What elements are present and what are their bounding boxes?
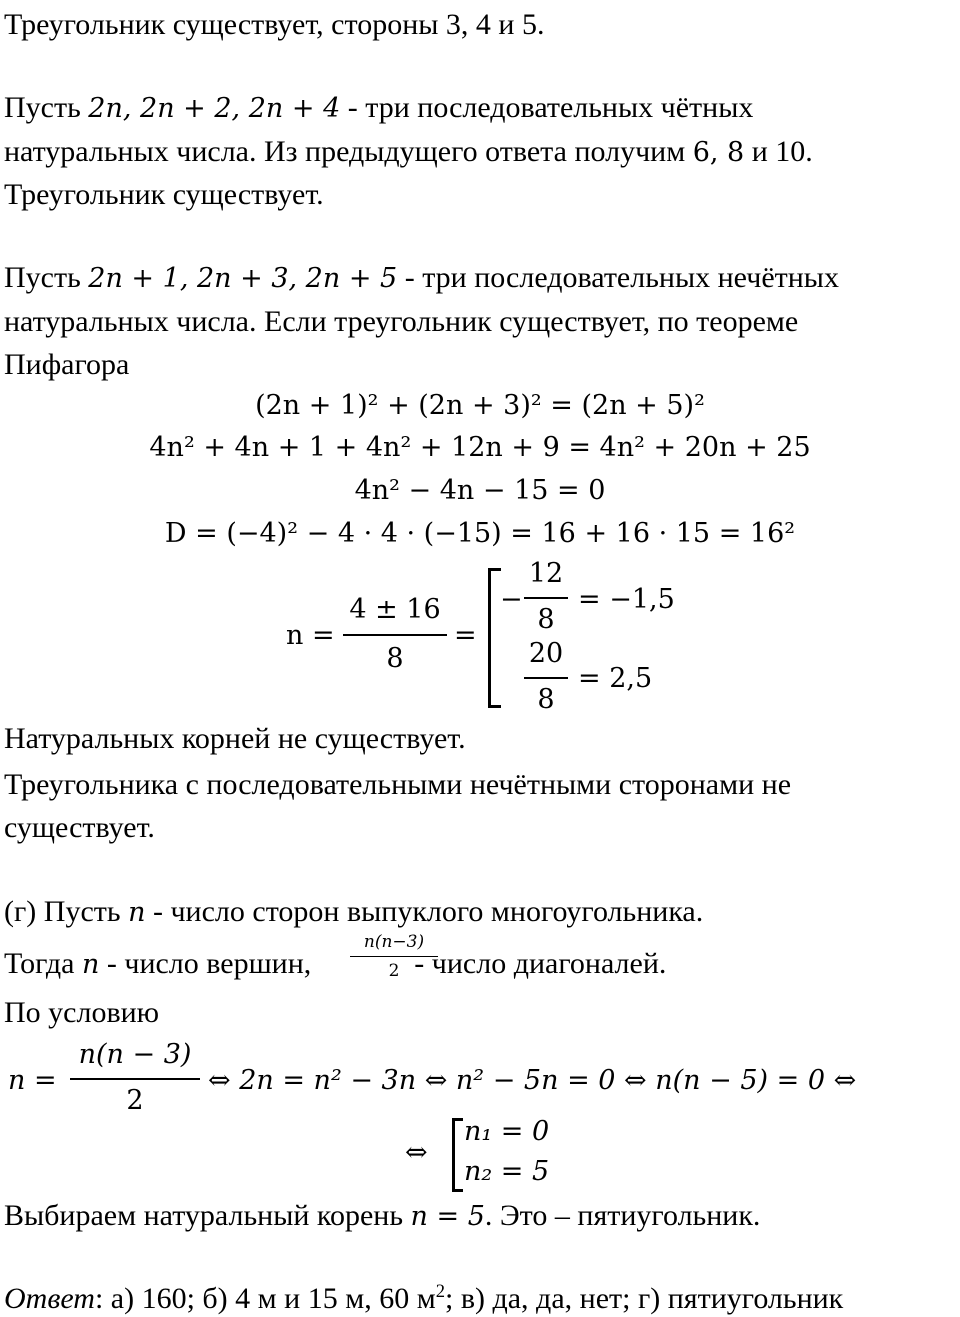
root-line: n₁ = 0 — [464, 1116, 550, 1147]
root-line: n₂ = 5 — [464, 1156, 550, 1187]
fraction-bar — [70, 1078, 200, 1080]
text-line: существует. — [4, 811, 155, 844]
equals-sign: = — [454, 620, 477, 651]
math-inline: 2n + 1, 2n + 3, 2n + 5 — [88, 263, 398, 294]
fraction-bar — [524, 677, 568, 679]
math-inline: 2n, 2n + 2, 2n + 4 — [88, 93, 341, 124]
equation-chain: ⇔ 2n = n² − 3n ⇔ n² − 5n = 0 ⇔ n(n − 5) = 0 ⇔ — [208, 1065, 857, 1096]
math-lhs: n = — [8, 1065, 57, 1096]
text-line: По условию — [4, 996, 160, 1029]
fraction-denominator: 2 — [126, 1085, 144, 1116]
fraction-numerator: n(n−3) — [363, 932, 425, 952]
text-line: Треугольник существует, стороны 3, 4 и 5. — [4, 8, 545, 41]
text-line: Тогда n - число вершин, - число диагоналей. — [4, 947, 667, 980]
fraction-numerator: 4 ± 16 — [349, 594, 441, 625]
equation-line: (2n + 1)² + (2n + 3)² = (2n + 5)² — [255, 390, 705, 421]
answer-line: Ответ: а) 160; б) 4 м и 15 м, 60 $м^2$; в) да, да, нет; г) пятиугольник — [4, 1281, 844, 1315]
equation-line: 4n² + 4n + 1 + 4n² + 12n + 9 = 4n² + 20n + 25 — [149, 432, 811, 463]
text-line: (г) Пусть n - число сторон выпуклого многоугольника. — [4, 895, 704, 928]
text-line: Пусть 2n + 1, 2n + 3, 2n + 5 - три последовательных нечётных — [4, 261, 839, 294]
text-line: Пифагора — [4, 348, 130, 381]
answer-label: Ответ — [4, 1282, 95, 1315]
equivalence-sign: ⇔ — [405, 1137, 428, 1168]
text-line: Пусть 2n, 2n + 2, 2n + 4 - три последовательных чётных — [4, 91, 754, 124]
root-value: = 2,5 — [578, 663, 653, 694]
fraction-denominator: 8 — [386, 643, 404, 674]
fraction-numerator: 12 — [528, 558, 564, 589]
math-inline: 6, 8 — [692, 137, 745, 168]
fraction-denominator: 2 — [388, 961, 400, 981]
fraction-numerator: n(n − 3) — [78, 1039, 192, 1070]
set-bracket — [452, 1118, 463, 1192]
math-lhs: n = — [286, 620, 335, 651]
fraction-denominator: 8 — [537, 684, 555, 715]
text-line: натуральных числа. Если треугольник существует, по теореме — [4, 305, 799, 338]
minus-sign: − — [500, 584, 523, 615]
fraction-bar — [343, 634, 447, 636]
fraction-denominator: 8 — [537, 604, 555, 635]
equation-line: D = (−4)² − 4 · 4 · (−15) = 16 + 16 · 15 = 16² — [164, 518, 796, 549]
equation-line: 4n² − 4n − 15 = 0 — [354, 475, 606, 506]
math-inline: n = 5 — [410, 1201, 485, 1232]
root-value: = −1,5 — [578, 584, 675, 615]
text-line: Выбираем натуральный корень n = 5. Это – пятиугольник. — [4, 1199, 761, 1232]
fraction-numerator: 20 — [528, 638, 564, 669]
fraction-bar — [350, 956, 438, 957]
fraction-bar — [524, 597, 568, 599]
text-line: Треугольник существует. — [4, 178, 324, 211]
text-line: натуральных числа. Из предыдущего ответа получим 6, 8 и 10. — [4, 135, 813, 168]
text-line: Натуральных корней не существует. — [4, 722, 466, 755]
text-line: Треугольника с последовательными нечётными сторонами не — [4, 768, 792, 801]
